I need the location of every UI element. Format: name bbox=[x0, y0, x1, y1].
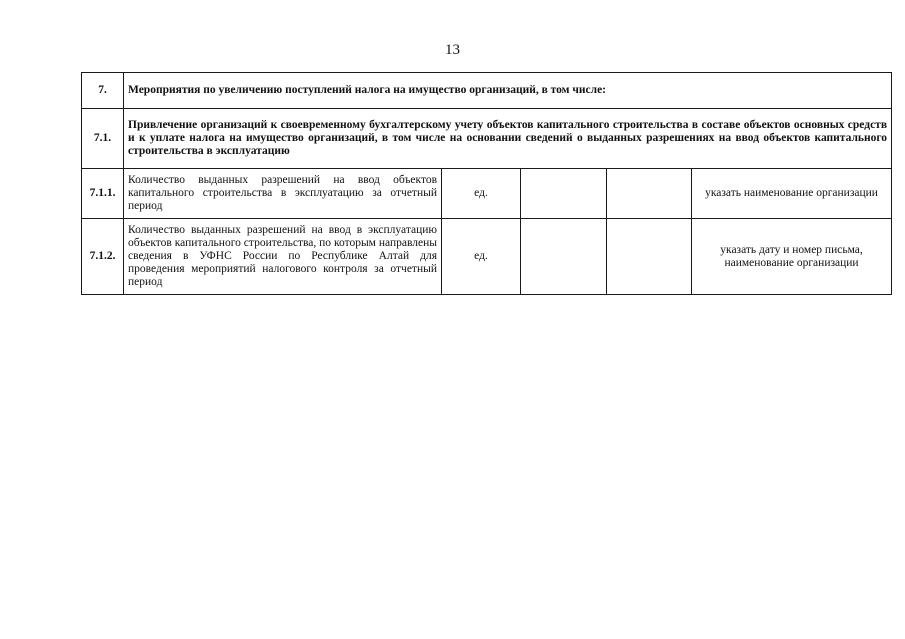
page-number: 13 bbox=[445, 42, 460, 58]
row-number: 7.1.2. bbox=[82, 219, 124, 295]
subsection-title: Привлечение организаций к своевременному бухгалтерскому учету объектов капитального строительства в составе объектов основных средств и к уплате налога на имущество организаций, в том числе на основании сведений о выданных разрешениях на ввод объектов капитального строительства в эксплуатацию bbox=[124, 109, 892, 169]
table-row-section-7 bbox=[82, 73, 892, 109]
measures-table bbox=[81, 72, 892, 295]
row-number: 7.1. bbox=[82, 109, 124, 169]
table-row-item-7-1-1 bbox=[82, 169, 892, 219]
note-cell: указать дату и номер письма, наименование организации bbox=[692, 219, 892, 295]
table-row-item-7-1-2 bbox=[82, 219, 892, 295]
row-number: 7. bbox=[82, 73, 124, 109]
indicator-cell: Количество выданных разрешений на ввод в эксплуатацию объектов капитального строительства, по которым направлены сведения в УФНС России по Республике Алтай для проведения мероприятий налогового контроля за отчетный период bbox=[124, 219, 442, 295]
value-cell-1 bbox=[521, 219, 607, 295]
value-cell-2 bbox=[607, 169, 692, 219]
indicator-cell: Количество выданных разрешений на ввод объектов капитального строительства в эксплуатацию за отчетный период bbox=[124, 169, 442, 219]
section-title: Мероприятия по увеличению поступлений налога на имущество организаций, в том числе: bbox=[124, 73, 892, 109]
table-row-subsection-7-1 bbox=[82, 109, 892, 169]
unit-cell: ед. bbox=[442, 169, 521, 219]
unit-cell: ед. bbox=[442, 219, 521, 295]
row-number: 7.1.1. bbox=[82, 169, 124, 219]
note-cell: указать наименование организации bbox=[692, 169, 892, 219]
value-cell-1 bbox=[521, 169, 607, 219]
value-cell-2 bbox=[607, 219, 692, 295]
